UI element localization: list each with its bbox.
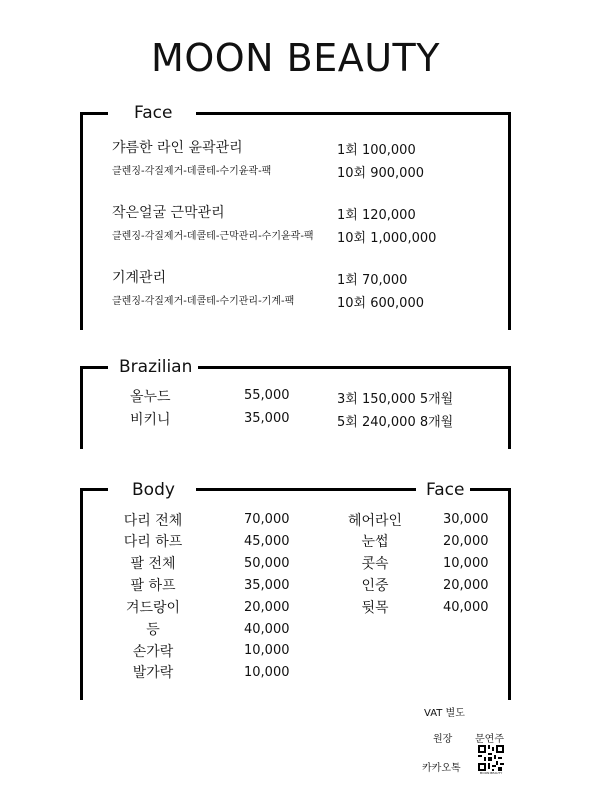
face-frame-top-right [196, 112, 511, 115]
face-wax-item-price: 10,000 [443, 556, 489, 571]
face-wax-item-price: 40,000 [443, 600, 489, 615]
face-item-detail: 클렌징-각질제거-데콜테-수기윤곽-팩 [112, 166, 272, 177]
director-name: 문연주 [475, 734, 504, 745]
face-frame-top-left [80, 112, 108, 115]
face-wax-item-name: 헤어라인 [347, 513, 403, 529]
qr-code-icon [478, 745, 504, 771]
kakao-qr-code [478, 745, 504, 775]
body-item-name: 다리 전체 [123, 513, 183, 529]
brazilian-item-price: 35,000 [244, 411, 290, 426]
body-item-price: 35,000 [244, 578, 290, 593]
face-wax-item-price: 20,000 [443, 578, 489, 593]
brazilian-frame-top-left [80, 366, 108, 369]
face-wax-item-price: 30,000 [443, 512, 489, 527]
face-item-detail: 클렌징-각질제거-데콜테-수기관리-기계-팩 [112, 296, 295, 307]
body-item-price: 10,000 [244, 665, 290, 680]
body-item-price: 45,000 [244, 534, 290, 549]
face-wax-item-name: 눈썹 [361, 534, 389, 550]
body-item-price: 20,000 [244, 600, 290, 615]
body-frame-right [508, 488, 511, 700]
face-item-name: 작은얼굴 근막관리 [112, 205, 225, 221]
body-item-name: 팔 전체 [130, 556, 176, 572]
brazilian-frame-top-right [192, 366, 511, 369]
body-section-heading: Body [126, 480, 181, 500]
body-frame-top-right [470, 488, 511, 491]
face-section-heading: Face [128, 103, 178, 123]
body-item-price: 50,000 [244, 556, 290, 571]
face-item-name: 갸름한 라인 윤곽관리 [112, 140, 243, 156]
body-frame-top-middle [196, 488, 416, 491]
vat-note: VAT 별도 [424, 708, 465, 719]
face-item-ten: 10회 1,000,000 [337, 231, 437, 246]
face-item-once: 1회 70,000 [337, 273, 408, 288]
face-frame-left [80, 112, 83, 330]
face-wax-section-heading: Face [420, 480, 470, 500]
page-title: MOON BEAUTY [151, 36, 440, 80]
body-item-name: 등 [146, 622, 160, 638]
face-item-ten: 10회 600,000 [337, 296, 424, 311]
body-frame-left [80, 488, 83, 700]
body-item-name: 발가락 [132, 665, 174, 681]
qr-caption: MOON BEAUTY [479, 771, 503, 775]
face-frame-right [508, 112, 511, 330]
face-wax-item-name: 콧속 [361, 556, 389, 572]
face-item-name: 기계관리 [112, 270, 167, 286]
body-item-name: 겨드랑이 [125, 600, 181, 616]
director-label: 원장 [433, 734, 453, 745]
body-frame-top-left [80, 488, 108, 491]
brazilian-item-package: 3회 150,000 5개월 [337, 392, 454, 407]
brazilian-item-name: 올누드 [130, 389, 171, 405]
body-item-name: 다리 하프 [123, 534, 183, 550]
brazilian-item-package: 5회 240,000 8개월 [337, 415, 454, 430]
brazilian-frame-left [80, 366, 83, 449]
face-wax-item-name: 인중 [361, 578, 389, 594]
body-item-price: 40,000 [244, 622, 290, 637]
face-wax-item-price: 20,000 [443, 534, 489, 549]
body-item-price: 10,000 [244, 643, 290, 658]
brazilian-section-heading: Brazilian [113, 357, 198, 377]
face-item-once: 1회 120,000 [337, 208, 416, 223]
kakao-label: 카카오톡 [422, 763, 461, 774]
face-item-once: 1회 100,000 [337, 143, 416, 158]
body-item-name: 손가락 [132, 644, 174, 660]
face-item-ten: 10회 900,000 [337, 166, 424, 181]
face-item-detail: 클렌징-각질제거-데콜테-근막관리-수기윤곽-팩 [112, 231, 314, 242]
brazilian-frame-right [508, 366, 511, 449]
brazilian-item-price: 55,000 [244, 388, 290, 403]
body-item-name: 팔 하프 [130, 578, 176, 594]
body-item-price: 70,000 [244, 512, 290, 527]
brazilian-item-name: 비키니 [130, 412, 171, 428]
face-wax-item-name: 뒷목 [361, 600, 389, 616]
